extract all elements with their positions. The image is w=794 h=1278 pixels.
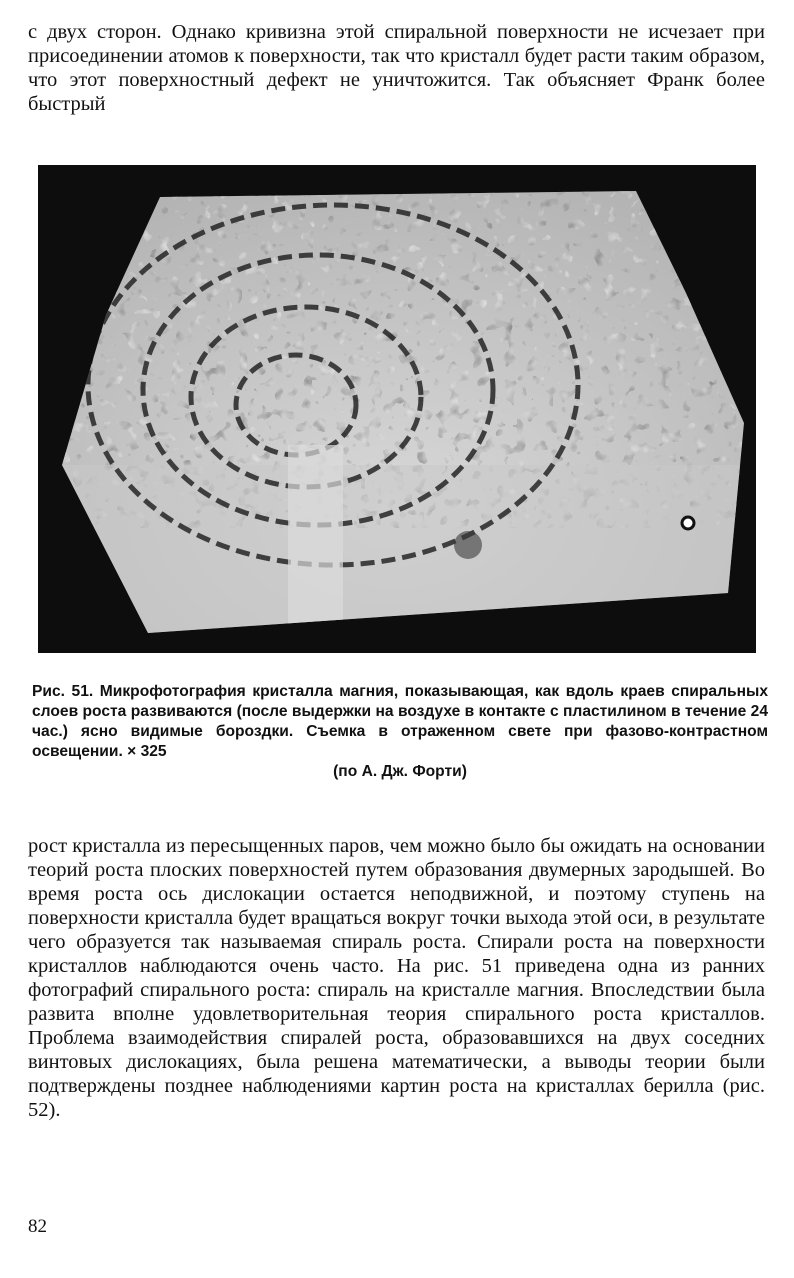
figure-caption-main: Рис. 51. Микрофотография кристалла магния, показывающая, как вдоль краев спиральных слоев роста развиваются (после выдержки на воздухе в контакте с пластилином в течение 24 час.) ясно видимые бороздки. Съемка в отраженном свете при фазово-контрастном освещении. × 325 bbox=[32, 683, 768, 760]
micrograph-figure bbox=[38, 165, 756, 653]
magnesium-crystal-micrograph bbox=[38, 165, 756, 653]
page-number: 82 bbox=[28, 1216, 47, 1237]
figure-caption bbox=[32, 682, 768, 782]
figure-caption-credit: (по А. Дж. Форти) bbox=[333, 763, 467, 780]
paragraph-bottom: рост кристалла из пересыщенных паров, чем можно было бы ожидать на основании теорий роста плоских поверхностей путем образования двумерных зародышей. Во время роста ось дислокации остается неподвижной, и поэтому ступень на поверхности кристалла будет вращаться вокруг точки выхода этой оси, в результате чего образуется так называемая спираль роста. Спирали роста на поверхности кристаллов наблюдаются очень часто. На рис. 51 приведена одна из ранних фотографий спирального роста: спираль на кристалле магния. Впоследствии была развита вполне удовлетворительная теория спирального роста кристаллов. Проблема взаимодействия спиралей роста, образовавшихся на двух соседних винтовых дислокациях, была решена математически, а выводы теории были подтверждены позднее наблюдениями картин роста на кристаллах берилла (рис. 52). bbox=[28, 835, 765, 1121]
paragraph-top: с двух сторон. Однако кривизна этой спиральной поверхности не исчезает при присоединении атомов к поверхности, так что кристалл будет расти таким образом, что этот поверхностный дефект не уничтожится. Так объясняет Франк более быстрый bbox=[28, 21, 765, 115]
